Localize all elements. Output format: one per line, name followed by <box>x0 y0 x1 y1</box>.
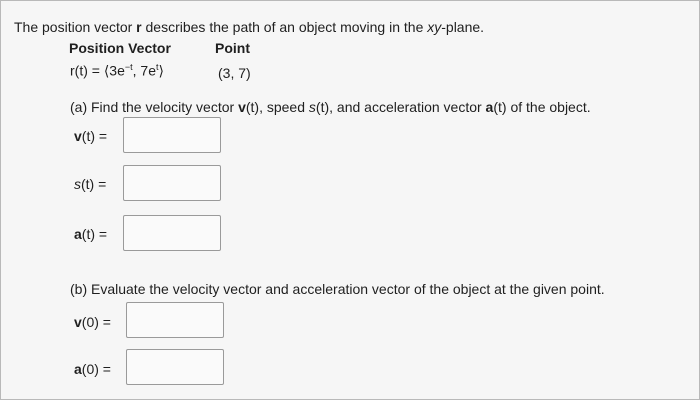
intro-xy: xy <box>427 19 442 35</box>
intro-pre: The position vector <box>14 19 137 35</box>
acceleration-at-zero-label <box>74 361 111 377</box>
part-a-mid1: , speed <box>259 99 309 115</box>
function-open: ⟨3e <box>103 62 125 79</box>
intro-r: r <box>136 19 142 35</box>
speed-label <box>74 176 106 192</box>
position-function <box>70 62 164 80</box>
function-exp2: t <box>156 62 159 72</box>
function-lhs: r(t) = <box>70 62 104 79</box>
acceleration-at-zero-input[interactable] <box>126 349 224 385</box>
acceleration-at-zero-label-vec: a <box>74 361 82 377</box>
velocity-at-zero-label <box>74 314 111 330</box>
velocity-label-rest: (t) = <box>81 128 108 144</box>
part-a-suffix: of the object. <box>506 99 591 115</box>
velocity-at-zero-input[interactable] <box>126 302 224 338</box>
part-a-a: a <box>485 99 494 115</box>
part-a-prefix: (a) Find the velocity vector <box>70 99 239 115</box>
function-exp1: −t <box>124 62 133 72</box>
part-a-mid2: , and acceleration vector <box>329 99 486 115</box>
part-a-prompt <box>70 99 591 115</box>
acceleration-label-rest: (t) = <box>81 226 108 242</box>
acceleration-label <box>74 226 107 242</box>
part-b-prompt: (b) Evaluate the velocity vector and acceleration vector of the object at the given point. <box>70 281 605 297</box>
speed-label-var: s <box>74 176 81 192</box>
part-a-at: (t) <box>493 99 507 115</box>
header-position-vector: Position Vector <box>69 40 171 56</box>
velocity-answer-input[interactable] <box>123 117 221 153</box>
intro-mid: describes the path of an object moving in the <box>141 19 428 35</box>
part-a-s: s <box>308 99 316 115</box>
acceleration-label-vec: a <box>74 226 82 242</box>
function-close: ⟩ <box>158 62 164 79</box>
part-a-vt: (t) <box>245 99 260 115</box>
intro-text <box>14 19 484 35</box>
part-a-v: v <box>238 99 246 115</box>
function-mid: , 7e <box>132 62 157 79</box>
acceleration-answer-input[interactable] <box>123 215 221 251</box>
velocity-at-zero-label-vec: v <box>74 314 82 330</box>
velocity-at-zero-label-rest: (0) = <box>81 314 111 330</box>
intro-post: -plane. <box>441 19 485 35</box>
part-a-st: (t) <box>315 99 330 115</box>
header-point: Point <box>215 40 250 56</box>
given-point: (3, 7) <box>218 65 251 81</box>
acceleration-at-zero-label-rest: (0) = <box>81 361 111 377</box>
velocity-label-vec: v <box>74 128 82 144</box>
speed-answer-input[interactable] <box>123 165 221 201</box>
velocity-label <box>74 128 107 144</box>
speed-label-rest: (t) = <box>81 176 107 192</box>
